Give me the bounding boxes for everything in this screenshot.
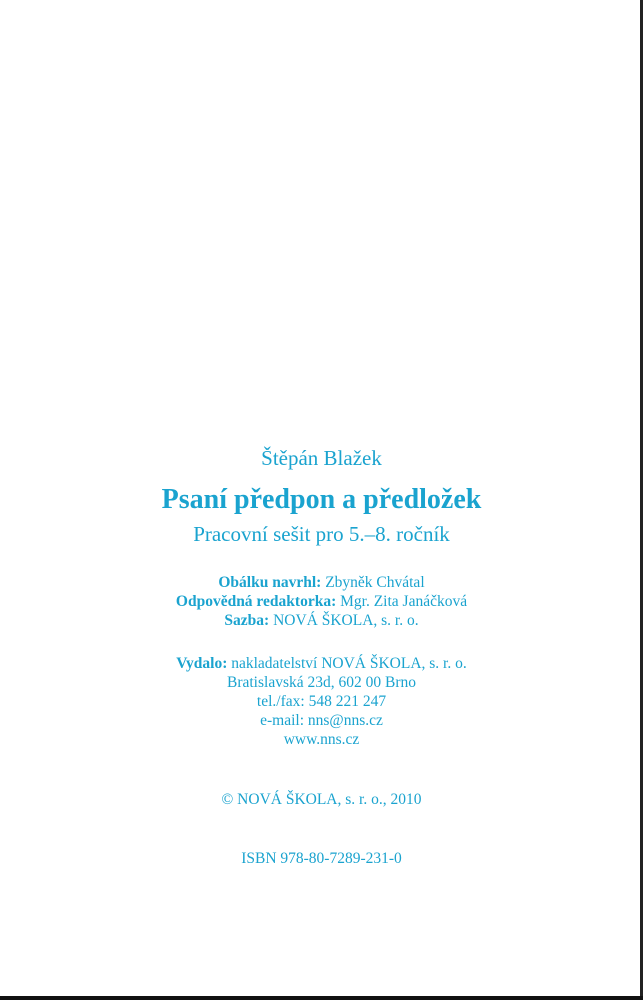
publisher-email: e-mail: nns@nns.cz	[260, 712, 383, 729]
publisher-label: Vydalo:	[176, 655, 228, 672]
credit-cover-label: Obálku navrhl:	[218, 574, 322, 591]
credit-typesetting	[0, 611, 643, 630]
credit-cover	[0, 573, 643, 592]
publisher-name: nakladatelství NOVÁ ŠKOLA, s. r. o.	[231, 655, 467, 672]
publisher-address: Bratislavská 23d, 602 00 Brno	[227, 674, 416, 691]
publisher-line	[0, 654, 643, 673]
author-name: Štěpán Blažek	[261, 446, 382, 470]
publisher-phone: tel./fax: 548 221 247	[256, 693, 387, 710]
credit-editor	[0, 592, 643, 611]
book-subtitle: Pracovní sešit pro 5.–8. ročník	[193, 522, 450, 546]
book-title: Psaní předpon a předložek	[161, 484, 482, 515]
credit-typesetting-value: NOVÁ ŠKOLA, s. r. o.	[273, 612, 419, 629]
credit-editor-label: Odpovědná redaktorka:	[175, 593, 337, 610]
page-edge-bottom	[0, 996, 643, 1000]
credit-typesetting-label: Sazba:	[224, 612, 270, 629]
copyright-notice: © NOVÁ ŠKOLA, s. r. o., 2010	[221, 791, 422, 808]
publisher-web: www.nns.cz	[283, 731, 360, 748]
isbn-number: ISBN 978-80-7289-231-0	[241, 850, 402, 867]
credit-editor-value: Mgr. Zita Janáčková	[340, 593, 468, 610]
credit-cover-value: Zbyněk Chvátal	[325, 574, 425, 591]
